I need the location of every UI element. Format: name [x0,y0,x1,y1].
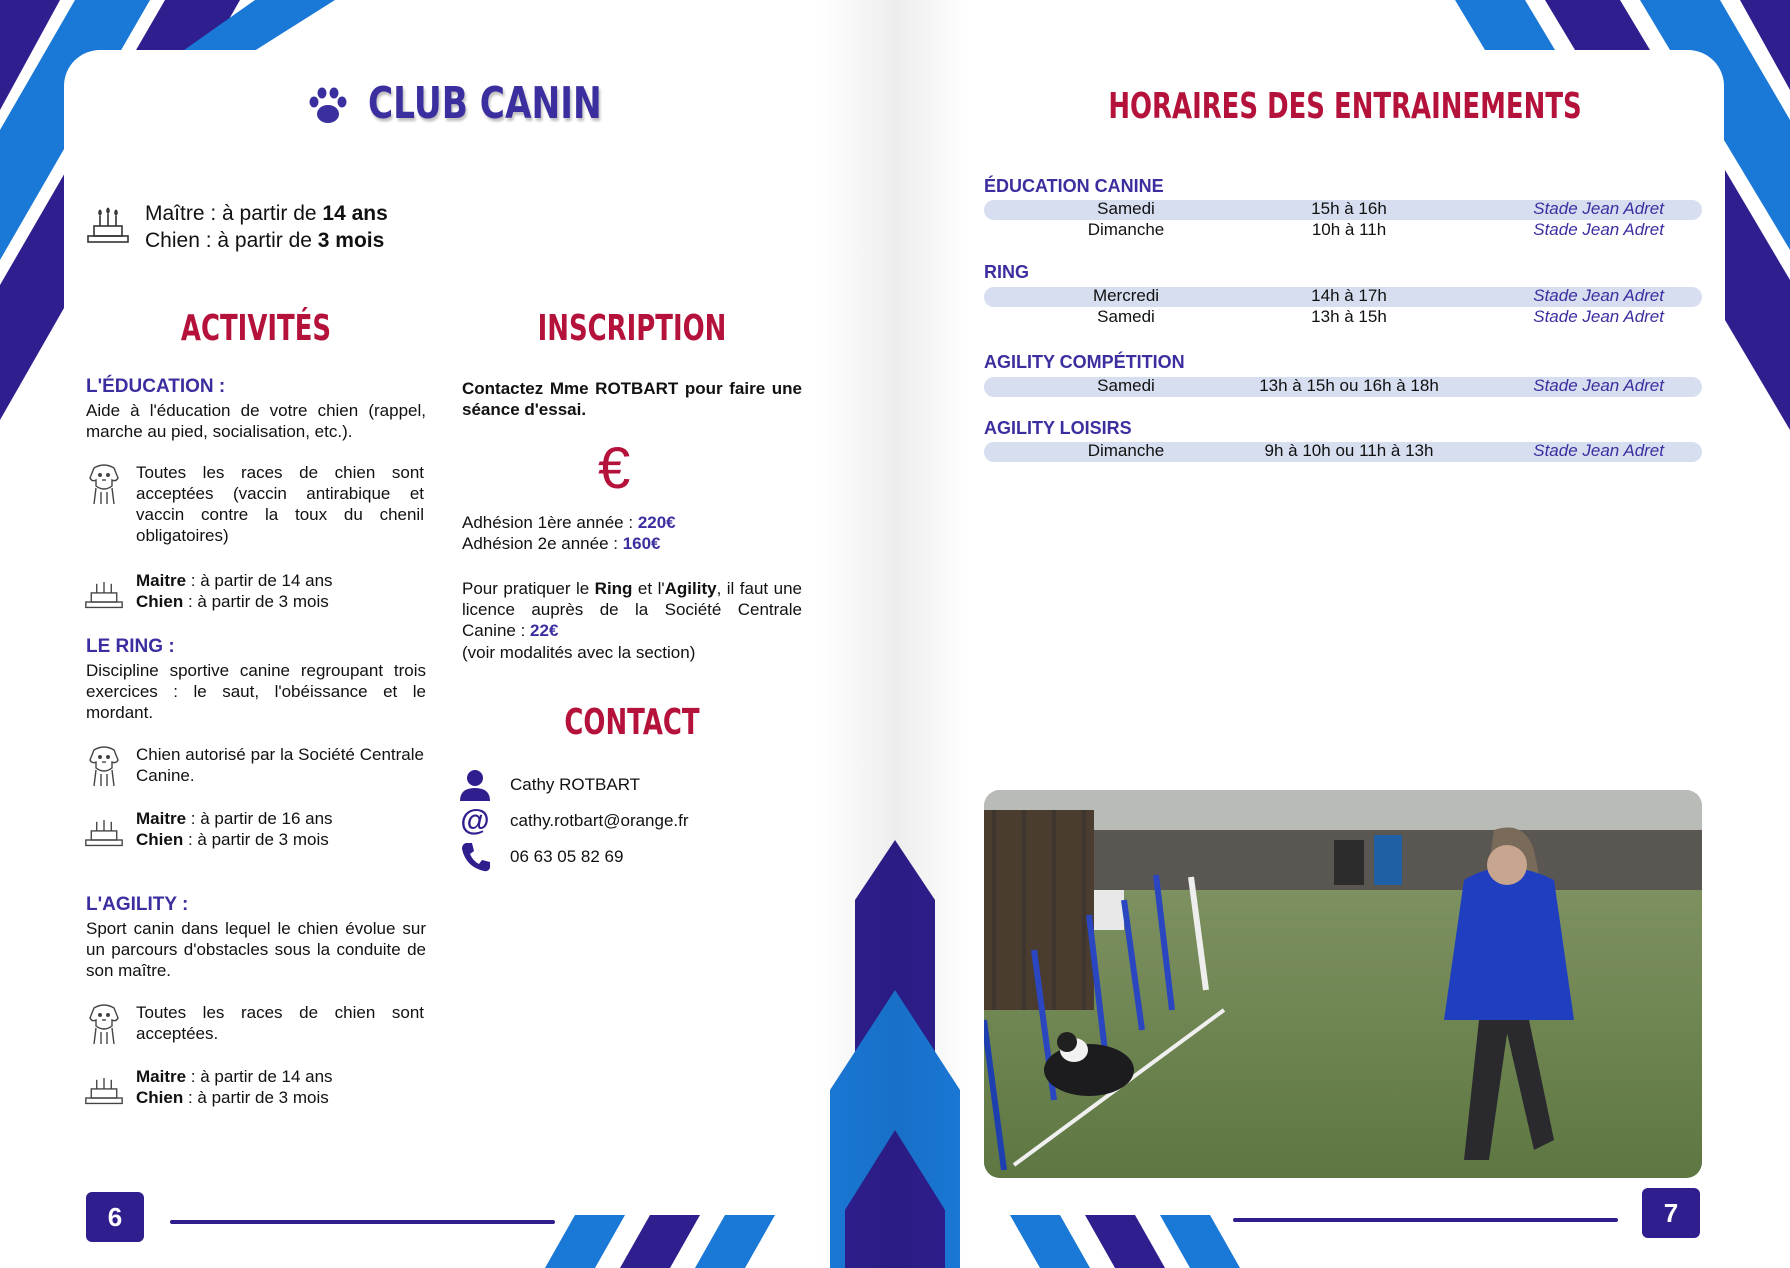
birthday-cake-icon [86,204,130,251]
schedule-day: Samedi [1097,376,1155,395]
education-dog-text: Toutes les races de chien sont acceptées (vaccin antirabique et vaccin contre la toux du chenil obligatoires) [136,463,424,545]
contact-name-row [458,768,640,802]
schedule-title: HORAIRES DES ENTRAINEMENTS [1108,86,1582,127]
schedule-time: 13h à 15h ou 16h à 18h [1259,376,1439,395]
schedule-time: 9h à 10h ou 11h à 13h [1264,441,1434,460]
phone-icon [458,840,492,874]
education-heading: L'ÉDUCATION : [86,376,226,397]
birthday-cake-icon [84,1066,124,1110]
schedule-row [984,307,1702,328]
ring-description: Discipline sportive canine regroupant trois exercices : le saut, l'obéissance et le mordant. [86,661,426,722]
schedule-time: 10h à 11h [1311,220,1387,239]
education-ages: Maitre : à partir de 14 ans Chien : à partir de 3 mois [84,570,428,614]
schedule-place: Stade Jean Adret [1533,199,1664,218]
agility-training-photo [984,790,1702,1178]
education-dog-note [84,462,428,546]
ring-dog-text: Chien autorisé par la Société Centrale Canine. [136,745,424,785]
schedule-day: Mercredi [1092,286,1160,305]
birthday-cake-icon [84,808,124,852]
person-icon [458,768,492,802]
contact-email-row [458,804,689,838]
inscription-title: INSCRIPTION [537,308,727,349]
schedule-place: Stade Jean Adret [1533,307,1664,326]
contact-phone[interactable]: 06 63 05 82 69 [510,847,624,866]
schedule-category-agility-leisure: AGILITY LOISIRS [984,418,1132,438]
schedule-row [984,376,1702,397]
schedule-place: Stade Jean Adret [1533,220,1664,239]
footer-line-left [170,1220,555,1224]
schedule-time: 15h à 16h [1311,199,1387,218]
agility-dog-note [84,1002,428,1046]
ring-ages: Maitre : à partir de 16 ans Chien : à partir de 3 mois [84,808,428,852]
schedule-day: Dimanche [1087,441,1165,460]
contact-name: Cathy ROTBART [510,775,641,794]
contact-phone-row [458,840,623,874]
schedule-day: Dimanche [1087,220,1165,239]
schedule-day: Samedi [1097,307,1155,326]
schedule-place: Stade Jean Adret [1533,376,1664,395]
schedule-place: Stade Jean Adret [1533,286,1664,305]
euro-icon: € [598,436,631,501]
dog-icon [84,744,124,788]
agility-heading: L'AGILITY : [86,894,189,915]
license-note: (voir modalités avec la section) [462,643,696,662]
schedule-row [984,199,1702,220]
dog-icon [84,1002,124,1046]
agility-dog-text: Toutes les races de chien sont acceptées. [136,1003,424,1043]
schedule-time: 13h à 15h [1311,307,1387,326]
schedule-category-agility-competition: AGILITY COMPÉTITION [984,352,1185,372]
dog-icon [84,462,124,506]
schedule-time: 14h à 17h [1311,286,1387,305]
contact-title: CONTACT [564,702,700,743]
agility-ages: Maitre : à partir de 14 ans Chien : à partir de 3 mois [84,1066,428,1110]
page-number-right: 7 [1642,1188,1700,1238]
schedule-row [984,220,1702,241]
footer-line-right [1233,1218,1618,1222]
inscription-intro: Contactez Mme ROTBART pour faire une séance d'essai. [462,379,802,419]
activities-title: ACTIVITÉS [180,308,332,349]
ring-heading: LE RING : [86,636,175,657]
ring-dog-note [84,744,428,788]
paw-icon [306,84,350,133]
membership-fees: Adhésion 1ère année : 220€ Adhésion 2e année : 160€ [462,513,676,553]
schedule-row [984,286,1702,307]
at-sign-icon: @ [460,804,490,837]
schedule-category-education: ÉDUCATION CANINE [984,176,1164,196]
age-requirements: Maître : à partir de 14 ans Chien : à partir de 3 mois [145,202,388,252]
page-number-left: 6 [86,1192,144,1242]
contact-email[interactable]: cathy.rotbart@orange.fr [510,811,689,830]
page-title: CLUB CANIN [368,78,602,129]
schedule-place: Stade Jean Adret [1533,441,1664,460]
agility-description: Sport canin dans lequel le chien évolue sur un parcours d'obstacles sous la conduite de son maître. [86,919,426,980]
birthday-cake-icon [84,570,124,614]
education-description: Aide à l'éducation de votre chien (rappel, marche au pied, socialisation, etc.). [86,401,426,441]
license-info: Pour pratiquer le Ring et l'Agility, il faut une licence auprès de la Société Centrale Canine : 22€ [462,579,802,640]
schedule-category-ring: RING [984,262,1029,282]
schedule-row [984,441,1702,462]
schedule-day: Samedi [1097,199,1155,218]
